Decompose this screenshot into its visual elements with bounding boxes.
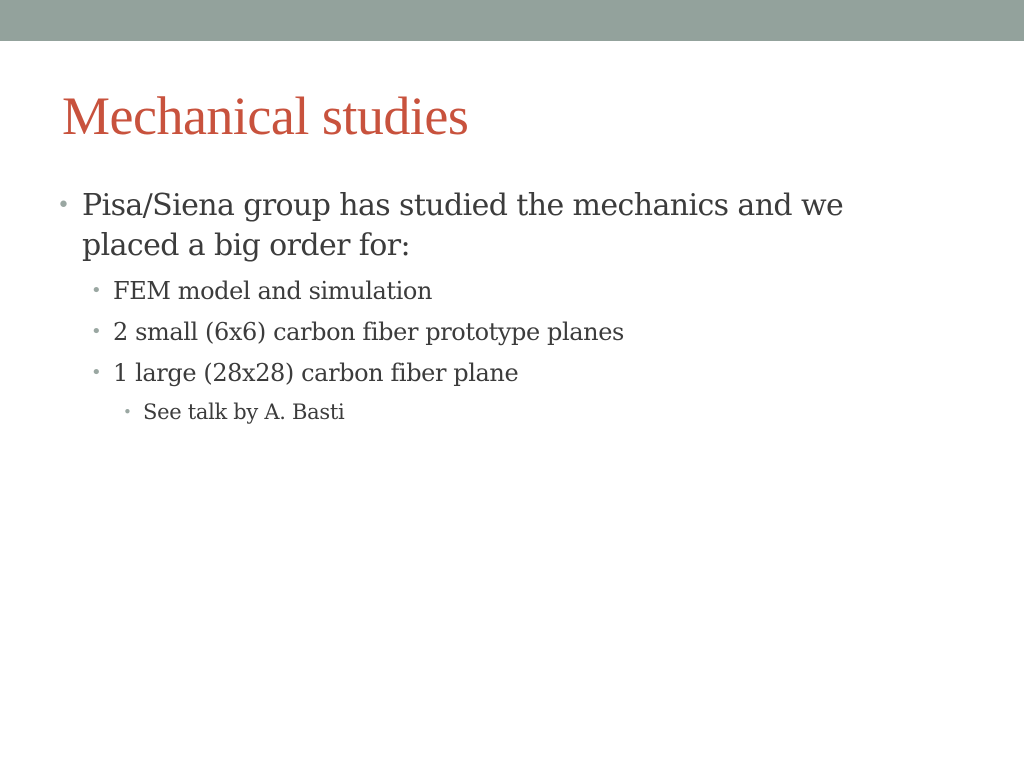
bullet-dot-icon: • <box>91 280 102 301</box>
bullet-dot-icon: • <box>57 193 70 218</box>
bullet-sub-fem-text: FEM model and simulation <box>113 277 433 305</box>
bullet-sub-small-planes-text: 2 small (6x6) carbon fiber prototype planes <box>113 318 624 346</box>
bullet-subsub-talk-text: See talk by A. Basti <box>143 400 345 424</box>
bullet-sub-large-plane <box>91 357 519 389</box>
bullet-main-text: Pisa/Siena group has studied the mechanics and we placed a big order for: <box>82 188 844 263</box>
top-accent-bar <box>0 0 1024 41</box>
bullet-sub-large-plane-text: 1 large (28x28) carbon fiber plane <box>113 359 519 387</box>
slide-title: Mechanical studies <box>62 86 469 146</box>
bullet-main <box>57 186 912 266</box>
bullet-dot-icon: • <box>91 362 102 383</box>
bullet-sub-small-planes <box>91 316 624 348</box>
bullet-dot-icon: • <box>123 403 132 421</box>
bullet-sub-fem <box>91 275 433 307</box>
bullet-subsub-talk <box>123 398 345 426</box>
bullet-dot-icon: • <box>91 321 102 342</box>
